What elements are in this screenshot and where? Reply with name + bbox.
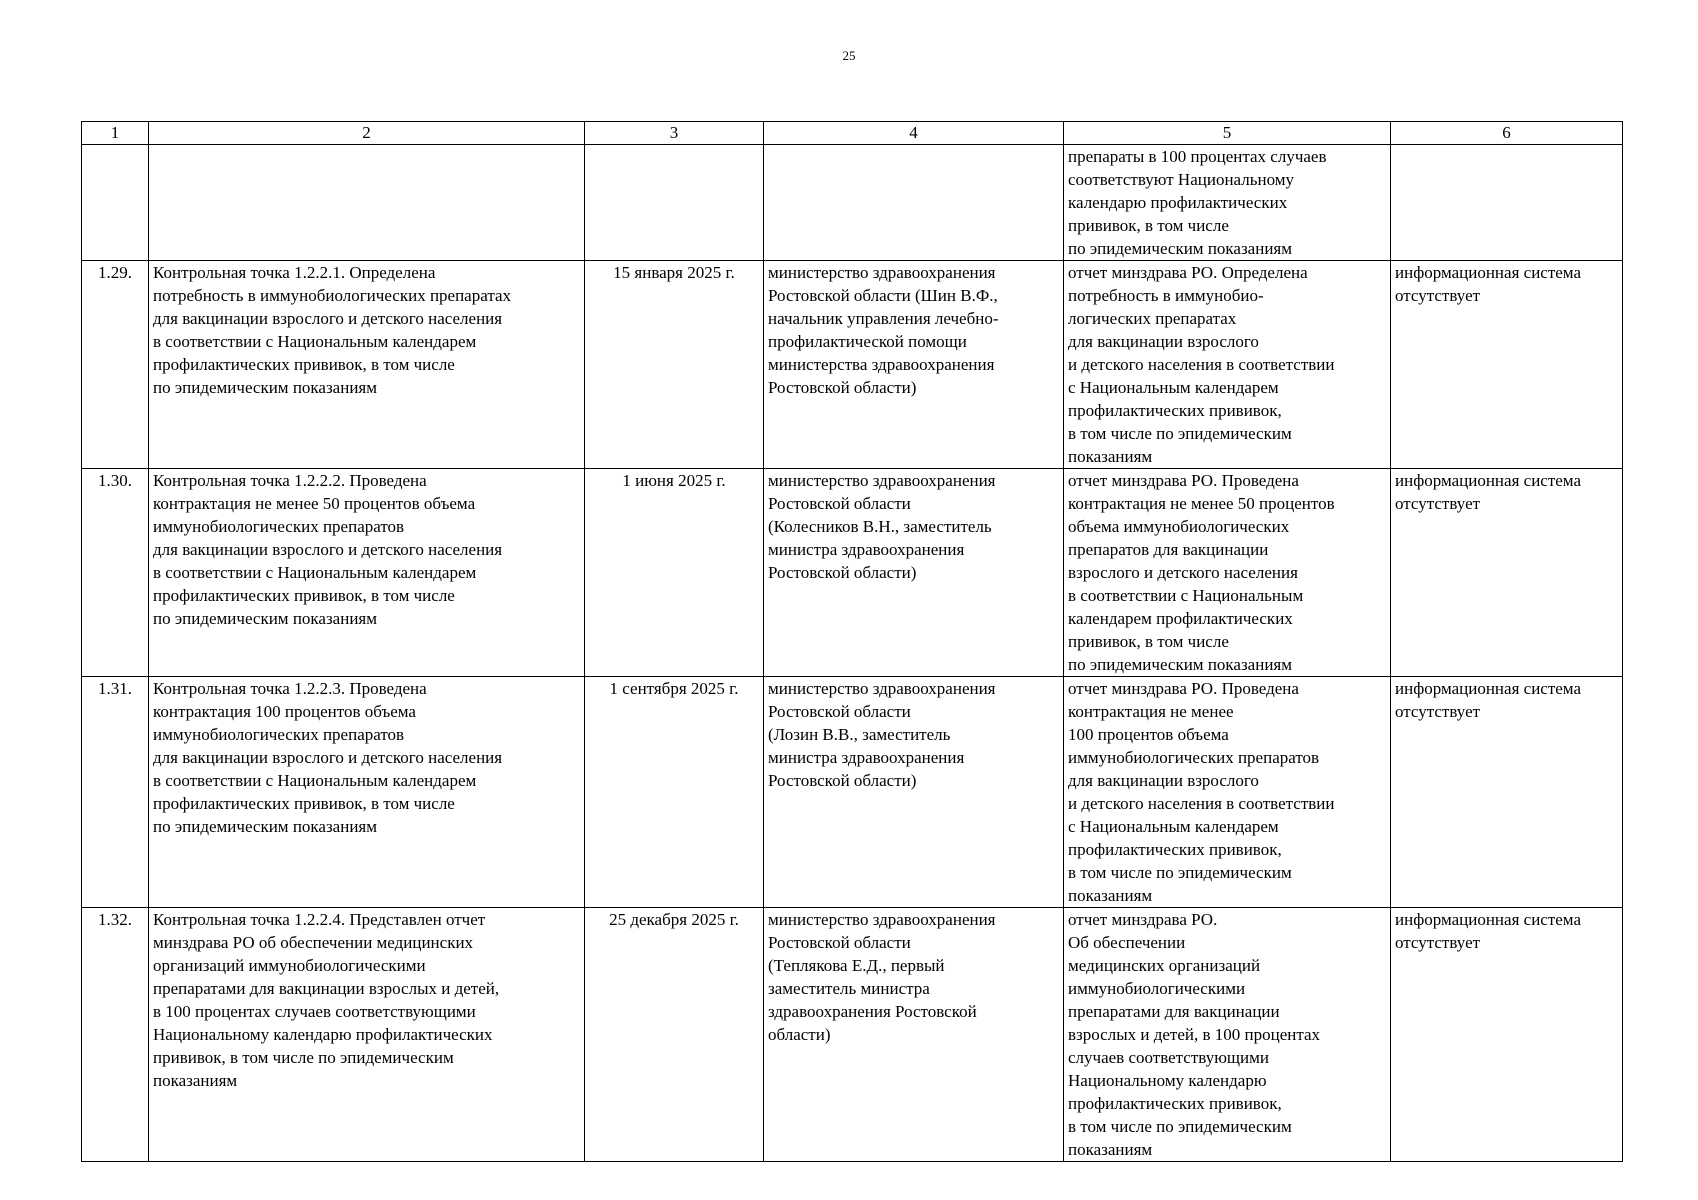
row-responsible: министерство здравоохранения Ростовской области (Шин В.Ф., начальник управления лечебно- профилактической помощи министерства здравоохранения Ростовской области) <box>764 261 1064 469</box>
table-row-continuation <box>82 145 1623 261</box>
page-number: 25 <box>842 48 856 63</box>
row-date: 1 сентября 2025 г. <box>585 677 764 908</box>
row-info-system: информационная система отсутствует <box>1391 469 1623 677</box>
control-points-table <box>81 121 1623 1162</box>
row-info-system: информационная система отсутствует <box>1391 677 1623 908</box>
row-responsible: министерство здравоохранения Ростовской области (Лозин В.В., заместитель министра здравоохранения Ростовской области) <box>764 677 1064 908</box>
row-responsible <box>764 145 1064 261</box>
row-responsible: министерство здравоохранения Ростовской области (Теплякова Е.Д., первый заместитель министра здравоохранения Ростовской области) <box>764 908 1064 1162</box>
row-result: отчет минздрава РО. Проведена контрактация не менее 50 процентов объема иммунобиологических препаратов для вакцинации взрослого и детского населения в соответствии с Национальным календарем профилактических прививок, в том числе по эпидемическим показаниям <box>1064 469 1391 677</box>
column-header-4: 4 <box>764 122 1064 145</box>
row-description <box>149 145 585 261</box>
row-date <box>585 145 764 261</box>
row-number <box>82 145 149 261</box>
row-result: отчет минздрава РО. Определена потребность в иммунобио- логических препаратах для вакцинации взрослого и детского населения в соответствии с Национальным календарем профилактических прививок, в том числе по эпидемическим показаниям <box>1064 261 1391 469</box>
row-info-system <box>1391 145 1623 261</box>
column-header-2: 2 <box>149 122 585 145</box>
row-result: отчет минздрава РО. Проведена контрактация не менее 100 процентов объема иммунобиологических препаратов для вакцинации взрослого и детского населения в соответствии с Национальным календарем профилактических прививок, в том числе по эпидемическим показаниям <box>1064 677 1391 908</box>
column-header-6: 6 <box>1391 122 1623 145</box>
row-result: отчет минздрава РО. Об обеспечении медицинских организаций иммунобиологическими препаратами для вакцинации взрослых и детей, в 100 процентах случаев соответствующими Национальному календарю профилактических прививок, в том числе по эпидемическим показаниям <box>1064 908 1391 1162</box>
table-row <box>82 261 1623 469</box>
row-info-system: информационная система отсутствует <box>1391 261 1623 469</box>
row-number: 1.29. <box>82 261 149 469</box>
table-row <box>82 908 1623 1162</box>
row-description: Контрольная точка 1.2.2.2. Проведена контрактация не менее 50 процентов объема иммунобиологических препаратов для вакцинации взрослого и детского населения в соответствии с Национальным календарем профилактических прививок, в том числе по эпидемическим показаниям <box>149 469 585 677</box>
row-description: Контрольная точка 1.2.2.4. Представлен отчет минздрава РО об обеспечении медицинских организаций иммунобиологическими препаратами для вакцинации взрослых и детей, в 100 процентах случаев соответствующими Национальному календарю профилактических прививок, в том числе по эпидемическим показаниям <box>149 908 585 1162</box>
row-date: 25 декабря 2025 г. <box>585 908 764 1162</box>
table-row <box>82 469 1623 677</box>
row-date: 1 июня 2025 г. <box>585 469 764 677</box>
row-number: 1.32. <box>82 908 149 1162</box>
row-number: 1.30. <box>82 469 149 677</box>
column-header-1: 1 <box>82 122 149 145</box>
row-date: 15 января 2025 г. <box>585 261 764 469</box>
row-info-system: информационная система отсутствует <box>1391 908 1623 1162</box>
row-result: препараты в 100 процентах случаев соответствуют Национальному календарю профилактических прививок, в том числе по эпидемическим показаниям <box>1064 145 1391 261</box>
column-header-5: 5 <box>1064 122 1391 145</box>
table-row <box>82 677 1623 908</box>
row-number: 1.31. <box>82 677 149 908</box>
row-description: Контрольная точка 1.2.2.1. Определена потребность в иммунобиологических препаратах для вакцинации взрослого и детского населения в соответствии с Национальным календарем профилактических прививок, в том числе по эпидемическим показаниям <box>149 261 585 469</box>
column-header-3: 3 <box>585 122 764 145</box>
row-description: Контрольная точка 1.2.2.3. Проведена контрактация 100 процентов объема иммунобиологических препаратов для вакцинации взрослого и детского населения в соответствии с Национальным календарем профилактических прививок, в том числе по эпидемическим показаниям <box>149 677 585 908</box>
table-header-row <box>82 122 1623 145</box>
row-responsible: министерство здравоохранения Ростовской области (Колесников В.Н., заместитель министра здравоохранения Ростовской области) <box>764 469 1064 677</box>
